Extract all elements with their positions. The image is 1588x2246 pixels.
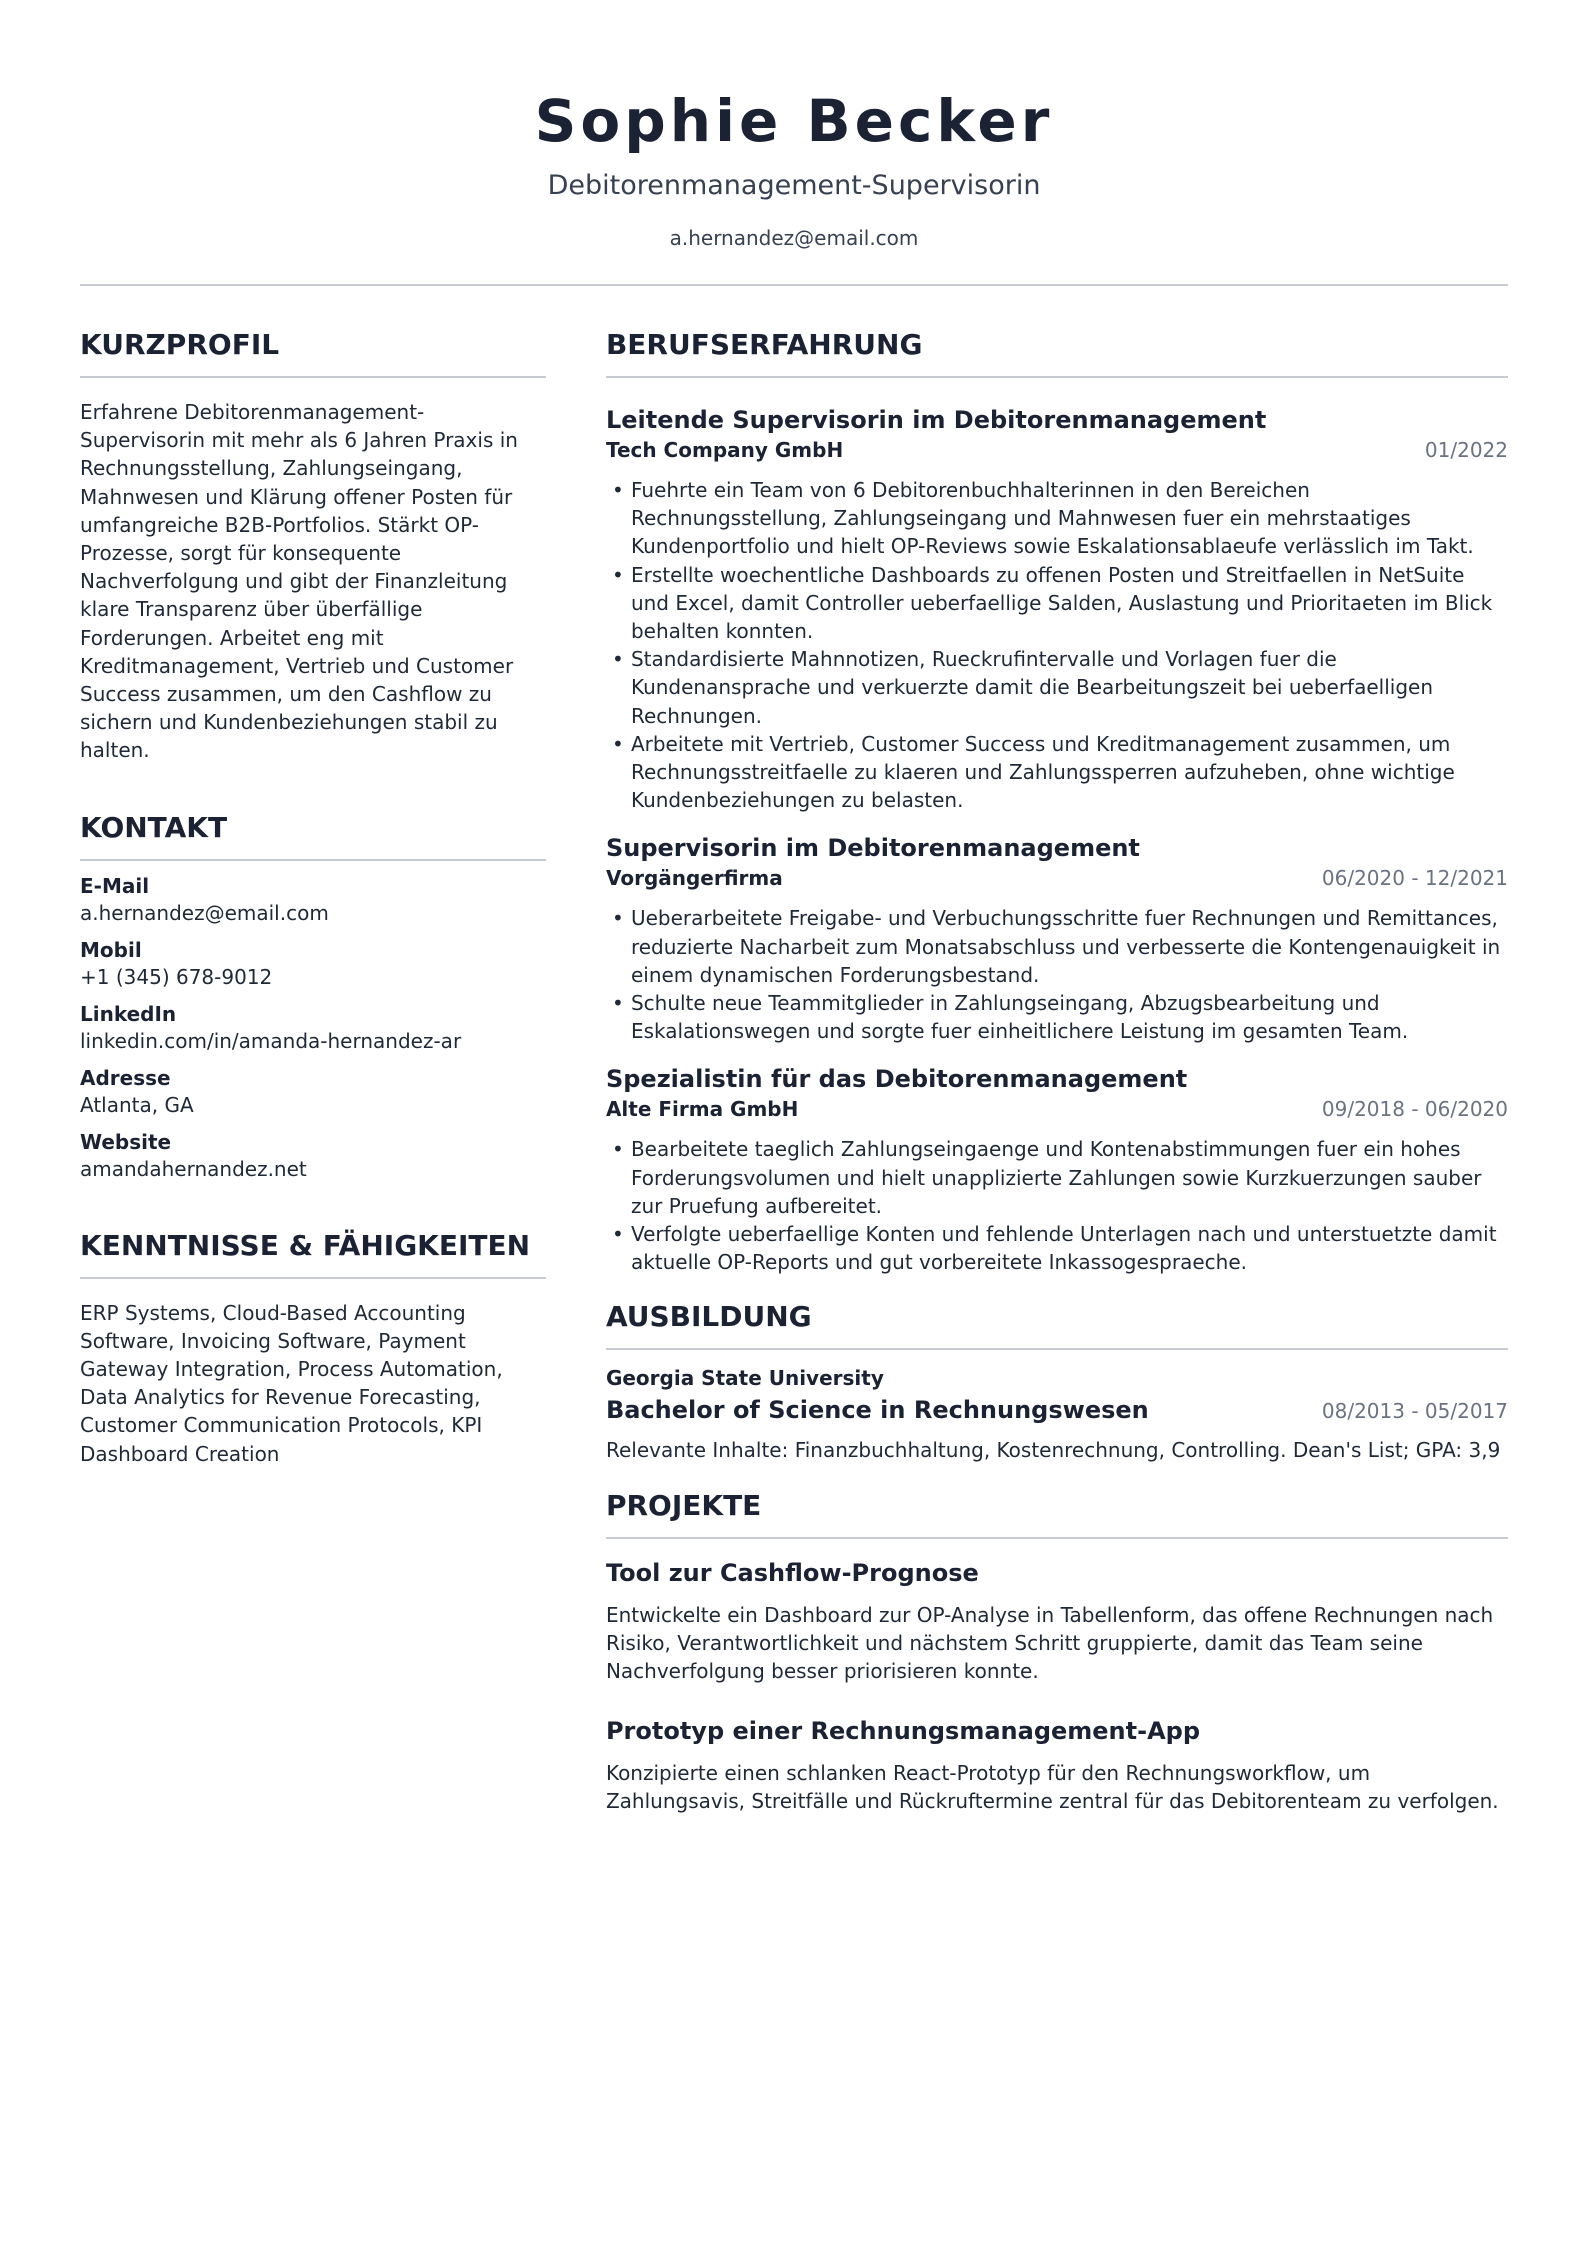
project-description: Entwickelte ein Dashboard zur OP-Analyse in Tabellenform, das offene Rechnungen nach Risiko, Verantwortlichkeit und nächstem Schritt gruppierte, damit das Team seine Nachverfolgung besser priorisieren konnte. [605, 1602, 1494, 1684]
job-bullets [606, 476, 1508, 814]
resume-header [80, 0, 1508, 252]
right-column [606, 326, 1508, 1838]
experience-heading: BERUFSERFAHRUNG [606, 326, 1508, 378]
contact-item-address [80, 1065, 546, 1119]
job-date: 09/2018 - 06/2020 [1321, 1097, 1508, 1122]
education-meta [606, 1394, 1508, 1426]
job-bullet: • Fuehrte ein Team von 6 Debitorenbuchhalterinnen in den Bereichen Rechnungsstellung, Zahlungseingang und Mahnwesen fuer ein mehrstaatiges Kundenportfolio und hielt OP-Reviews sowie Eskalationsablaeufe verlässlich im Takt. [606, 476, 1508, 561]
job-date: 01/2022 [1424, 438, 1508, 462]
job-bullet: • Bearbeitete taeglich Zahlungseingaenge und Kontenabstimmungen fuer ein hohes Forderungsvolumen und hielt unapplizierte Zahlungen sowie Kurzkuerzungen sauber zur Pruefung aufbereitet. [606, 1135, 1508, 1220]
contact-item-mobile [80, 937, 546, 991]
job-date: 06/2020 - 12/2021 [1321, 866, 1508, 891]
left-column [80, 326, 546, 1838]
contact-label: Mobil [80, 937, 142, 962]
job-entry [606, 404, 1508, 814]
job-company: Tech Company GmbH [605, 438, 844, 462]
header-divider [80, 284, 1508, 286]
project-description: Konzipierte einen schlanken React-Prototyp für den Rechnungsworkflow, um Zahlungsavis, Streitfälle und Rückruftermine zentral für das Debitorenteam zu verfolgen. [605, 1761, 1499, 1814]
job-bullets [606, 904, 1508, 1045]
job-company: Vorgängerfirma [605, 866, 783, 891]
job-role: Supervisorin im Debitorenmanagement [605, 834, 1140, 863]
contact-heading: KONTAKT [80, 809, 546, 861]
candidate-name: Sophie Becker [534, 87, 1054, 155]
project-title: Prototyp einer Rechnungsmanagement-App [605, 1717, 1201, 1746]
job-bullet: • Erstellte woechentliche Dashboards zu offenen Posten und Streitfaellen in NetSuite und Excel, damit Controller ueberfaellige Salden, Auslastung und Prioritaeten im Blick behalten konnten. [606, 561, 1508, 646]
projects-section [606, 1487, 1508, 1816]
job-bullet: • Arbeitete mit Vertrieb, Customer Success und Kreditmanagement zusammen, um Rechnungsstreitfaelle zu klaeren und Zahlungssperren aufzuheben, ohne wichtige Kundenbeziehungen zu belasten. [606, 730, 1508, 815]
contact-section [80, 809, 546, 1183]
contact-item-website [80, 1129, 546, 1183]
education-degree: Bachelor of Science in Rechnungswesen [605, 1396, 1149, 1425]
contact-label: LinkedIn [80, 1001, 177, 1026]
profile-text: Erfahrene Debitorenmanagement-Supervisorin mit mehr als 6 Jahren Praxis in Rechnungsstellung, Zahlungseingang, Mahnwesen und Klärung offener Posten für umfangreiche B2B-Portfolios. Stärkt OP-Prozesse, sorgt für konsequente Nachverfolgung und gibt der Finanzleitung klare Transparenz über überfällige Forderungen. Arbeitet eng mit Kreditmanagement, Vertrieb und Customer Success zusammen, um den Cashflow zu sichern und Kundenbeziehungen stabil zu halten. [80, 400, 518, 763]
contact-item-email [80, 873, 546, 927]
contact-list [80, 873, 546, 1183]
contact-label: Adresse [80, 1065, 171, 1090]
projects-heading: PROJEKTE [606, 1487, 1508, 1539]
job-meta [606, 436, 1508, 464]
project-entry [606, 1715, 1508, 1815]
contact-linkedin-value[interactable]: linkedin.com/in/amanda-hernandez-ar [80, 1028, 462, 1053]
candidate-title: Debitorenmanagement-Supervisorin [547, 170, 1041, 201]
header-email: a.hernandez@email.com [669, 226, 919, 250]
education-details: Relevante Inhalte: Finanzbuchhaltung, Kostenrechnung, Controlling. Dean's List; GPA: 3,9 [605, 1438, 1501, 1463]
job-role: Leitende Supervisorin im Debitorenmanagement [605, 406, 1267, 434]
job-role: Spezialistin für das Debitorenmanagement [605, 1065, 1188, 1094]
resume-body [80, 326, 1508, 1838]
job-bullets [606, 1135, 1508, 1276]
education-section [606, 1298, 1508, 1464]
job-meta [606, 1095, 1508, 1123]
contact-mobile-value[interactable]: +1 (345) 678-9012 [80, 964, 273, 989]
job-bullet: • Standardisierte Mahnnotizen, Rueckrufintervalle und Vorlagen fuer die Kundenansprache und verkuerzte damit die Bearbeitungszeit bei ueberfaelligen Rechnungen. [606, 645, 1508, 730]
profile-heading: KURZPROFIL [80, 326, 546, 378]
contact-website-value[interactable]: amandahernandez.net [80, 1156, 307, 1181]
project-title: Tool zur Cashflow-Prognose [605, 1558, 979, 1587]
skills-text: ERP Systems, Cloud-Based Accounting Software, Invoicing Software, Payment Gateway Integration, Process Automation, Data Analytics for Revenue Forecasting, Customer Communication Protocols, KPI Dashboard Creation [80, 1300, 503, 1466]
contact-item-linkedin [80, 1001, 546, 1055]
job-entry [606, 832, 1508, 1045]
education-heading: AUSBILDUNG [606, 1298, 1508, 1350]
job-meta [606, 864, 1508, 892]
skills-heading: KENNTNISSE & FÄHIGKEITEN [80, 1227, 546, 1279]
contact-label: E-Mail [80, 873, 150, 898]
project-entry [606, 1557, 1508, 1686]
skills-section [80, 1227, 546, 1468]
contact-label: Website [80, 1129, 172, 1154]
profile-section [80, 326, 546, 765]
job-entry [606, 1063, 1508, 1276]
education-school: Georgia State University [605, 1366, 884, 1391]
contact-address-value: Atlanta, GA [80, 1092, 194, 1117]
education-date: 08/2013 - 05/2017 [1321, 1399, 1508, 1424]
experience-section [606, 326, 1508, 1276]
job-bullet: • Verfolgte ueberfaellige Konten und fehlende Unterlagen nach und unterstuetzte damit aktuelle OP-Reports und gut vorbereitete Inkassogespraeche. [606, 1220, 1508, 1276]
job-bullet: • Schulte neue Teammitglieder in Zahlungseingang, Abzugsbearbeitung und Eskalationswegen und sorgte fuer einheitlichere Leistung im gesamten Team. [606, 989, 1508, 1045]
job-company: Alte Firma GmbH [605, 1097, 799, 1122]
job-bullet: • Ueberarbeitete Freigabe- und Verbuchungsschritte fuer Rechnungen und Remittances, reduzierte Nacharbeit zum Monatsabschluss und verbesserte die Kontengenauigkeit in einem dynamischen Forderungsbestand. [606, 904, 1508, 989]
contact-email-value[interactable]: a.hernandez@email.com [80, 900, 329, 925]
